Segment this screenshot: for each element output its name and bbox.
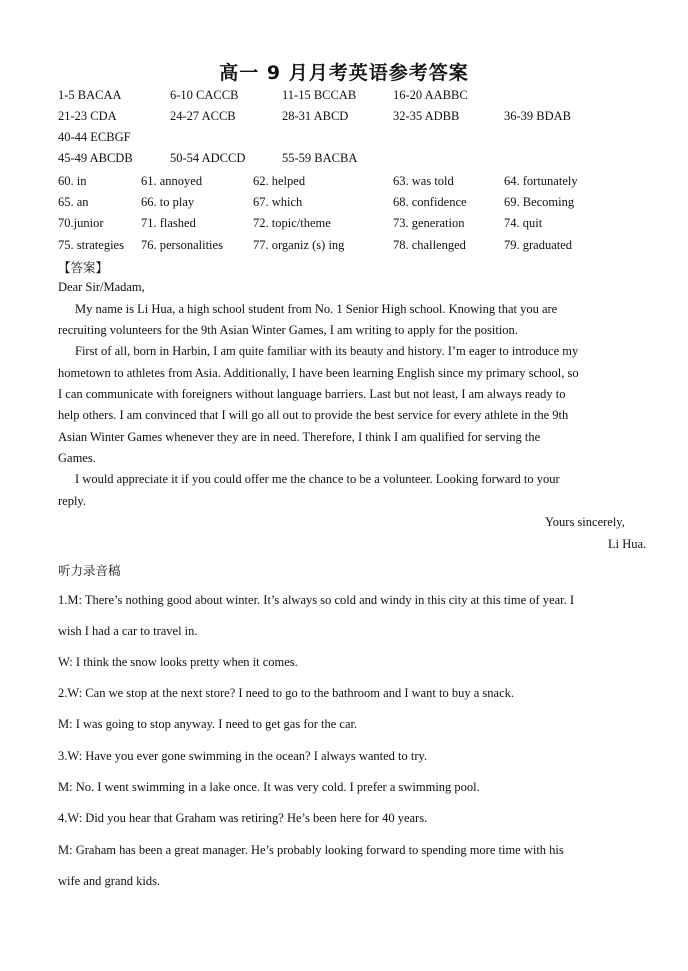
transcript-line: wish I had a car to travel in. xyxy=(58,624,198,638)
essay-line: reply. xyxy=(58,494,86,508)
answer-cell: 79. graduated xyxy=(504,238,573,252)
answer-cell: 36-39 BDAB xyxy=(504,109,572,123)
transcript-line: 4.W: Did you hear that Graham was retiring? He’s been here for 40 years. xyxy=(58,811,428,825)
essay-line: Asian Winter Games whenever they are in need. Therefore, I think I am qualified for serving the xyxy=(58,430,541,444)
answer-cell: 65. an xyxy=(58,195,89,209)
answer-cell: 73. generation xyxy=(393,216,465,230)
answer-cell: 55-59 BACBA xyxy=(282,151,358,165)
answer-cell: 61. annoyed xyxy=(141,174,203,188)
answer-cell: 69. Becoming xyxy=(504,195,575,209)
answer-cell: 60. in xyxy=(58,174,87,188)
answer-cell: 72. topic/theme xyxy=(253,216,331,230)
answer-cell: 32-35 ADBB xyxy=(393,109,460,123)
essay-line: help others. I am convinced that I will go all out to provide the best service for every athlete in the 9th xyxy=(58,408,569,422)
transcript-heading: 听力录音稿 xyxy=(58,563,121,578)
answer-cell: 71. flashed xyxy=(141,216,196,230)
transcript-line: M: Graham has been a great manager. He’s probably looking forward to spending more time with his xyxy=(58,843,564,857)
answer-cell: 62. helped xyxy=(253,174,306,188)
essay-line: I can communicate with foreigners without language barriers. Last but not least, I am always ready to xyxy=(58,387,566,401)
transcript-line: 1.M: There’s nothing good about winter. It’s always so cold and windy in this city at this time of year. I xyxy=(58,593,575,607)
answer-cell: 40-44 ECBGF xyxy=(58,130,131,144)
answer-cell: 64. fortunately xyxy=(504,174,578,188)
answer-cell: 16-20 AABBC xyxy=(393,88,468,102)
closing: Yours sincerely, xyxy=(545,515,625,529)
essay-line: My name is Li Hua, a high school student from No. 1 Senior High school. Knowing that you are xyxy=(75,302,558,316)
answer-cell: 1-5 BACAA xyxy=(58,88,122,102)
answer-cell: 24-27 ACCB xyxy=(170,109,236,123)
answer-cell: 76. personalities xyxy=(141,238,223,252)
answer-cell: 66. to play xyxy=(141,195,195,209)
essay-heading: 【答案】 xyxy=(58,260,109,275)
answer-cell: 50-54 ADCCD xyxy=(170,151,246,165)
answer-cell: 6-10 CACCB xyxy=(170,88,239,102)
answer-cell: 78. challenged xyxy=(393,238,466,252)
answer-cell: 45-49 ABCDB xyxy=(58,151,133,165)
transcript-line: wife and grand kids. xyxy=(58,874,161,888)
transcript-line: M: No. I went swimming in a lake once. It was very cold. I prefer a swimming pool. xyxy=(58,780,480,794)
answer-cell: 11-15 BCCAB xyxy=(282,88,357,102)
page-title: 高一 9 月月考英语参考答案 xyxy=(219,62,469,84)
answer-cell: 67. which xyxy=(253,195,303,209)
essay-line: hometown to athletes from Asia. Additionally, I have been learning English since my primary school, so xyxy=(58,366,579,380)
answer-cell: 70.junior xyxy=(58,216,104,230)
transcript-line: 2.W: Can we stop at the next store? I need to go to the bathroom and I want to buy a snack. xyxy=(58,686,515,700)
answer-cell: 68. confidence xyxy=(393,195,467,209)
essay-line: I would appreciate it if you could offer me the chance to be a volunteer. Looking forward to your xyxy=(75,472,560,486)
salutation: Dear Sir/Madam, xyxy=(58,280,145,294)
answer-cell: 21-23 CDA xyxy=(58,109,117,123)
answer-cell: 74. quit xyxy=(504,216,543,230)
answer-cell: 63. was told xyxy=(393,174,454,188)
answer-cell: 77. organiz (s) ing xyxy=(253,238,345,252)
answer-cell: 75. strategies xyxy=(58,238,124,252)
transcript-line: W: I think the snow looks pretty when it comes. xyxy=(58,655,298,669)
essay-line: recruiting volunteers for the 9th Asian Winter Games, I am writing to apply for the position. xyxy=(58,323,518,337)
essay-line: Games. xyxy=(58,451,96,465)
transcript-line: 3.W: Have you ever gone swimming in the ocean? I always wanted to try. xyxy=(58,749,428,763)
transcript-line: M: I was going to stop anyway. I need to get gas for the car. xyxy=(58,717,358,731)
essay-line: First of all, born in Harbin, I am quite familiar with its beauty and history. I’m eager to introduce my xyxy=(75,344,579,358)
signature: Li Hua. xyxy=(608,537,647,551)
answer-cell: 28-31 ABCD xyxy=(282,109,349,123)
